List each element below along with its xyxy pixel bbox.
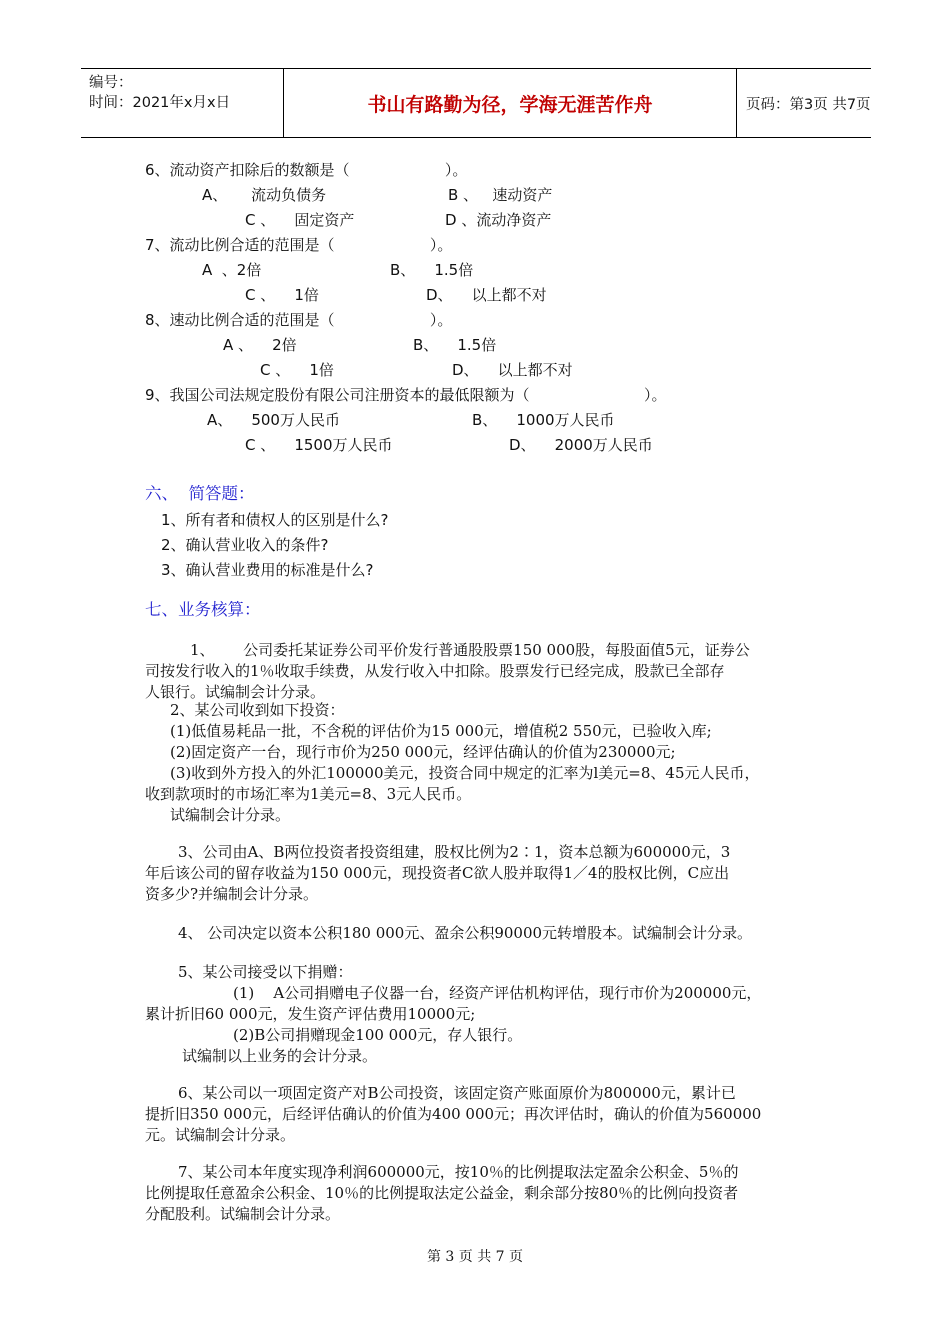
problem-2-line: 2、某公司收到如下投资： bbox=[170, 701, 345, 719]
q9-option-a: A、 500万人民币 bbox=[207, 411, 340, 429]
q6-option-d: D 、流动净资产 bbox=[445, 211, 552, 229]
q8-stem: 8、速动比例合适的范围是（ ）。 bbox=[145, 311, 453, 329]
problem-2-line: (3)收到外方投入的外汇100000美元，投资合同中规定的汇率为l美元=8、45元人民币， bbox=[170, 764, 760, 782]
problem-5-line: 试编制以上业务的会计分录。 bbox=[182, 1047, 378, 1065]
problem-7-line: 7、某公司本年度实现净利润600000元，按10％的比例提取法定盈余公积金、5％的 bbox=[178, 1163, 739, 1181]
q7-option-d: D、 以上都不对 bbox=[426, 286, 547, 304]
q6-stem: 6、流动资产扣除后的数额是（ ）。 bbox=[145, 161, 468, 179]
problem-7-line: 分配股利。试编制会计分录。 bbox=[145, 1205, 341, 1223]
page-info: 页码：第3页 共7页 bbox=[746, 96, 871, 113]
q8-option-d: D、 以上都不对 bbox=[452, 361, 573, 379]
header-table bbox=[81, 68, 871, 138]
problem-3-line: 年后该公司的留存收益为150 000元，现投资者C欲人股并取得1／4的股权比例，C应出 bbox=[145, 864, 730, 882]
short-answer-item: 3、确认营业费用的标准是什么? bbox=[161, 561, 374, 579]
q7-option-a: A 、2倍 bbox=[202, 261, 262, 279]
q9-option-c: C 、 1500万人民币 bbox=[245, 436, 393, 454]
q6-option-b: B 、 速动资产 bbox=[448, 186, 553, 204]
problem-2-line: (1)低值易耗品一批，不含税的评估价为15 000元，增值税2 550元，已验收入库; bbox=[170, 722, 712, 740]
q6-option-a: A、 流动负债务 bbox=[202, 186, 327, 204]
q8-option-a: A 、 2倍 bbox=[223, 336, 297, 354]
header-left-cell bbox=[81, 69, 283, 137]
q7-option-b: B、 1.5倍 bbox=[390, 261, 474, 279]
problem-5-line: (2)B公司捐赠现金100 000元，存人银行。 bbox=[233, 1026, 523, 1044]
problem-2-line: (2)固定资产一台，现行市价为250 000元，经评估确认的价值为230000元; bbox=[170, 743, 676, 761]
motto: 书山有路勤为径，学海无涯苦作舟 bbox=[283, 69, 737, 137]
problem-5-line: (1) A公司捐赠电子仪器一台，经资产评估机构评估，现行市价为200000元， bbox=[233, 984, 762, 1002]
problem-2-line: 试编制会计分录。 bbox=[170, 806, 291, 824]
problem-1-line: 司按发行收入的1％收取手续费，从发行收入中扣除。股票发行已经完成，股款已全部存 bbox=[145, 662, 725, 680]
section-7-title: 七、业务核算： bbox=[145, 600, 261, 619]
date-label: 时间：2021年x月x日 bbox=[89, 95, 231, 111]
q9-stem: 9、我国公司法规定股份有限公司注册资本的最低限额为（ ）。 bbox=[145, 386, 667, 404]
number-label: 编号： bbox=[89, 75, 133, 91]
problem-5-line: 累计折旧60 000元，发生资产评估费用10000元; bbox=[145, 1005, 476, 1023]
problem-1-line: 人银行。试编制会计分录。 bbox=[145, 683, 326, 701]
q9-option-b: B、 1000万人民币 bbox=[472, 411, 615, 429]
q8-option-b: B、 1.5倍 bbox=[413, 336, 497, 354]
short-answer-item: 2、确认营业收入的条件? bbox=[161, 536, 329, 554]
q7-option-c: C 、 1倍 bbox=[245, 286, 319, 304]
q7-stem: 7、流动比例合适的范围是（ ）。 bbox=[145, 236, 453, 254]
problem-7-line: 比例提取任意盈余公积金、10％的比例提取法定公益金，剩余部分按80％的比例向投资者 bbox=[145, 1184, 739, 1202]
problem-3-line: 3、公司由A、B两位投资者投资组建，股权比例为2∶1，资本总额为600000元，3 bbox=[178, 843, 731, 861]
problem-6-line: 元。试编制会计分录。 bbox=[145, 1126, 296, 1144]
problem-4-line: 4、 公司决定以资本公积180 000元、盈余公积90000元转增股本。试编制会计分录。 bbox=[178, 924, 753, 942]
problem-1-line: 1、 公司委托某证券公司平价发行普通股股票150 000股，每股面值5元，证券公 bbox=[190, 641, 750, 659]
problem-6-line: 提折旧350 000元，后经评估确认的价值为400 000元；再次评估时，确认的价值为560000 bbox=[145, 1105, 762, 1123]
problem-6-line: 6、某公司以一项固定资产对B公司投资，该固定资产账面原价为800000元，累计已 bbox=[178, 1084, 736, 1102]
problem-3-line: 资多少?并编制会计分录。 bbox=[145, 885, 319, 903]
q6-option-c: C 、 固定资产 bbox=[245, 211, 355, 229]
problem-5-line: 5、某公司接受以下捐赠： bbox=[178, 963, 353, 981]
section-6-title: 六、 简答题： bbox=[145, 484, 255, 503]
q8-option-c: C 、 1倍 bbox=[260, 361, 334, 379]
q9-option-d: D、 2000万人民币 bbox=[509, 436, 653, 454]
short-answer-item: 1、所有者和债权人的区别是什么? bbox=[161, 511, 389, 529]
problem-2-line: 收到款项时的市场汇率为1美元=8、3元人民币。 bbox=[145, 785, 472, 803]
page-footer: 第 3 页 共 7 页 bbox=[426, 1249, 524, 1265]
